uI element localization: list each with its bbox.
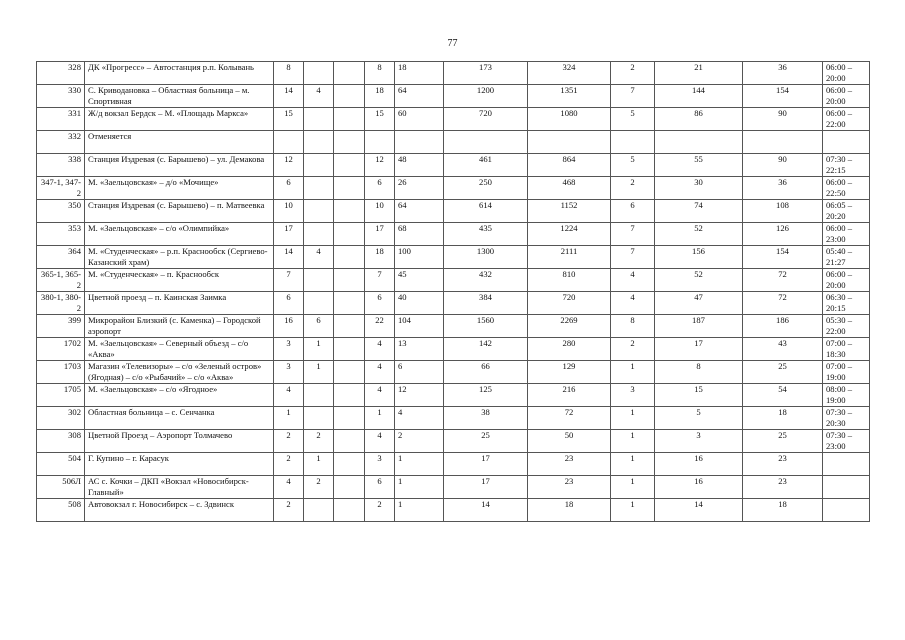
cell-route-number: 506Л (37, 476, 85, 499)
table-row (37, 361, 870, 384)
cell-trips-count: 64 (395, 85, 444, 108)
cell-operating-hours: 06:00 – 20:00 (823, 85, 870, 108)
cell-buses-class-b: 2 (304, 476, 334, 499)
cell-route-name: М. «Заельцовская» – Северный объезд – с/о «Аква» (85, 338, 274, 361)
cell-buses-total: 6 (365, 292, 395, 315)
cell-route-name: Г. Купино – г. Карасук (85, 453, 274, 476)
cell-col-value-8: 23 (528, 476, 611, 499)
cell-buses-total: 6 (365, 177, 395, 200)
cell-col-value-8: 1080 (528, 108, 611, 131)
cell-buses-class-a: 1 (274, 407, 304, 430)
cell-buses-class-b (304, 200, 334, 223)
cell-trips-count: 6 (395, 361, 444, 384)
cell-buses-class-a: 2 (274, 453, 304, 476)
cell-buses-class-b: 4 (304, 85, 334, 108)
cell-buses-class-c (334, 269, 365, 292)
cell-buses-class-c (334, 476, 365, 499)
cell-col-value-7: 142 (444, 338, 528, 361)
cell-col-value-9 (611, 131, 655, 154)
cell-buses-total: 1 (365, 407, 395, 430)
cell-buses-class-c (334, 200, 365, 223)
cell-col-value-11: 54 (743, 384, 823, 407)
cell-trips-count: 104 (395, 315, 444, 338)
cell-route-number: 1703 (37, 361, 85, 384)
cell-col-value-10: 52 (655, 269, 743, 292)
cell-col-value-11: 72 (743, 292, 823, 315)
cell-buses-class-a: 6 (274, 292, 304, 315)
cell-buses-class-b: 2 (304, 430, 334, 453)
cell-col-value-7: 14 (444, 499, 528, 522)
cell-route-number: 328 (37, 62, 85, 85)
cell-trips-count: 1 (395, 453, 444, 476)
cell-col-value-7: 435 (444, 223, 528, 246)
cell-operating-hours (823, 453, 870, 476)
cell-buses-class-a: 7 (274, 269, 304, 292)
cell-col-value-9: 1 (611, 453, 655, 476)
cell-col-value-9: 7 (611, 223, 655, 246)
cell-route-name: Станция Издревая (с. Барышево) – п. Матвеевка (85, 200, 274, 223)
cell-col-value-8: 2111 (528, 246, 611, 269)
cell-operating-hours: 07:00 – 18:30 (823, 338, 870, 361)
cell-route-name: Ж/д вокзал Бердск – М. «Площадь Маркса» (85, 108, 274, 131)
cell-operating-hours: 05:30 – 22:00 (823, 315, 870, 338)
cell-route-name: М. «Заельцовская» – с/о «Олимпийка» (85, 223, 274, 246)
cell-buses-class-a: 17 (274, 223, 304, 246)
cell-route-number: 330 (37, 85, 85, 108)
cell-col-value-11: 18 (743, 499, 823, 522)
cell-buses-class-c (334, 85, 365, 108)
cell-col-value-11: 36 (743, 177, 823, 200)
cell-buses-class-a: 4 (274, 476, 304, 499)
cell-trips-count: 26 (395, 177, 444, 200)
cell-col-value-9: 2 (611, 62, 655, 85)
cell-col-value-8: 23 (528, 453, 611, 476)
cell-buses-total: 8 (365, 62, 395, 85)
table-row (37, 384, 870, 407)
cell-buses-class-b (304, 407, 334, 430)
cell-buses-total (365, 131, 395, 154)
cell-buses-class-a: 6 (274, 177, 304, 200)
cell-buses-class-c (334, 407, 365, 430)
cell-col-value-10: 3 (655, 430, 743, 453)
cell-trips-count: 100 (395, 246, 444, 269)
cell-buses-class-c (334, 361, 365, 384)
cell-buses-class-a: 3 (274, 361, 304, 384)
cell-col-value-11: 154 (743, 246, 823, 269)
cell-trips-count: 1 (395, 499, 444, 522)
cell-buses-class-b (304, 223, 334, 246)
cell-col-value-11 (743, 131, 823, 154)
cell-col-value-8: 810 (528, 269, 611, 292)
cell-route-number: 1702 (37, 338, 85, 361)
cell-col-value-8: 280 (528, 338, 611, 361)
cell-buses-class-c (334, 338, 365, 361)
cell-buses-total: 6 (365, 476, 395, 499)
cell-col-value-8: 468 (528, 177, 611, 200)
cell-col-value-11: 186 (743, 315, 823, 338)
cell-col-value-11: 36 (743, 62, 823, 85)
cell-operating-hours: 06:00 – 22:50 (823, 177, 870, 200)
cell-route-name: М. «Заельцовская» – д/о «Мочище» (85, 177, 274, 200)
cell-operating-hours: 06:00 – 22:00 (823, 108, 870, 131)
cell-buses-class-a: 3 (274, 338, 304, 361)
cell-trips-count: 18 (395, 62, 444, 85)
cell-col-value-9: 4 (611, 292, 655, 315)
cell-col-value-8: 216 (528, 384, 611, 407)
cell-operating-hours: 06:00 – 23:00 (823, 223, 870, 246)
cell-col-value-9: 1 (611, 499, 655, 522)
cell-col-value-7: 720 (444, 108, 528, 131)
cell-col-value-11: 154 (743, 85, 823, 108)
cell-col-value-11: 18 (743, 407, 823, 430)
cell-col-value-9: 7 (611, 246, 655, 269)
cell-col-value-7: 250 (444, 177, 528, 200)
cell-col-value-8: 72 (528, 407, 611, 430)
cell-buses-total: 12 (365, 154, 395, 177)
cell-col-value-10: 144 (655, 85, 743, 108)
cell-route-number: 338 (37, 154, 85, 177)
cell-col-value-9: 1 (611, 407, 655, 430)
cell-buses-class-b: 6 (304, 315, 334, 338)
table-row (37, 154, 870, 177)
cell-col-value-8: 324 (528, 62, 611, 85)
cell-trips-count: 12 (395, 384, 444, 407)
cell-route-name: С. Криводановка – Областная больница – м. Спортивная (85, 85, 274, 108)
cell-operating-hours: 06:00 – 20:00 (823, 269, 870, 292)
cell-col-value-8: 50 (528, 430, 611, 453)
cell-trips-count: 64 (395, 200, 444, 223)
table-row (37, 223, 870, 246)
cell-buses-class-b (304, 154, 334, 177)
cell-operating-hours: 07:00 – 19:00 (823, 361, 870, 384)
cell-buses-class-c (334, 177, 365, 200)
cell-operating-hours (823, 476, 870, 499)
cell-buses-class-c (334, 131, 365, 154)
cell-operating-hours: 08:00 – 19:00 (823, 384, 870, 407)
cell-operating-hours (823, 131, 870, 154)
cell-col-value-11: 90 (743, 154, 823, 177)
cell-route-name: М. «Заельцовская» – с/о «Ягодное» (85, 384, 274, 407)
cell-col-value-10: 16 (655, 453, 743, 476)
cell-buses-class-c (334, 430, 365, 453)
cell-buses-class-a: 8 (274, 62, 304, 85)
cell-trips-count: 40 (395, 292, 444, 315)
cell-route-number: 353 (37, 223, 85, 246)
cell-buses-class-a: 16 (274, 315, 304, 338)
cell-buses-class-a: 2 (274, 499, 304, 522)
table-row (37, 108, 870, 131)
cell-col-value-8: 18 (528, 499, 611, 522)
cell-buses-class-a: 14 (274, 85, 304, 108)
cell-route-number: 508 (37, 499, 85, 522)
cell-col-value-9: 1 (611, 476, 655, 499)
cell-col-value-9: 8 (611, 315, 655, 338)
cell-operating-hours: 07:30 – 23:00 (823, 430, 870, 453)
cell-col-value-10: 74 (655, 200, 743, 223)
cell-route-number: 380-1, 380-2 (37, 292, 85, 315)
table-row (37, 246, 870, 269)
cell-buses-class-a: 15 (274, 108, 304, 131)
cell-buses-class-a: 14 (274, 246, 304, 269)
cell-buses-total: 15 (365, 108, 395, 131)
cell-col-value-7: 1200 (444, 85, 528, 108)
cell-col-value-10: 55 (655, 154, 743, 177)
cell-buses-class-c (334, 499, 365, 522)
cell-col-value-11: 108 (743, 200, 823, 223)
cell-col-value-7: 66 (444, 361, 528, 384)
cell-col-value-11: 23 (743, 476, 823, 499)
cell-col-value-10: 17 (655, 338, 743, 361)
cell-buses-class-b (304, 108, 334, 131)
cell-route-name: Областная больница – с. Сенчанка (85, 407, 274, 430)
cell-buses-total: 3 (365, 453, 395, 476)
cell-buses-class-b (304, 131, 334, 154)
cell-col-value-10: 156 (655, 246, 743, 269)
cell-buses-class-a (274, 131, 304, 154)
cell-route-number: 308 (37, 430, 85, 453)
cell-col-value-8 (528, 131, 611, 154)
cell-col-value-9: 6 (611, 200, 655, 223)
cell-col-value-9: 2 (611, 338, 655, 361)
cell-col-value-7: 38 (444, 407, 528, 430)
cell-operating-hours: 07:30 – 22:15 (823, 154, 870, 177)
cell-route-number: 365-1, 365-2 (37, 269, 85, 292)
cell-operating-hours (823, 499, 870, 522)
cell-route-number: 331 (37, 108, 85, 131)
table-row (37, 292, 870, 315)
cell-col-value-11: 90 (743, 108, 823, 131)
cell-trips-count: 1 (395, 476, 444, 499)
cell-buses-total: 18 (365, 85, 395, 108)
cell-col-value-11: 43 (743, 338, 823, 361)
cell-col-value-9: 5 (611, 154, 655, 177)
cell-buses-class-b (304, 499, 334, 522)
cell-col-value-7: 125 (444, 384, 528, 407)
table-row (37, 407, 870, 430)
cell-col-value-9: 4 (611, 269, 655, 292)
cell-operating-hours: 07:30 – 20:30 (823, 407, 870, 430)
cell-operating-hours: 06:30 – 20:15 (823, 292, 870, 315)
cell-col-value-10 (655, 131, 743, 154)
table-row (37, 177, 870, 200)
routes-table (36, 61, 870, 522)
cell-route-number: 364 (37, 246, 85, 269)
cell-buses-class-c (334, 384, 365, 407)
cell-buses-class-a: 4 (274, 384, 304, 407)
cell-col-value-10: 187 (655, 315, 743, 338)
cell-route-name: Автовокзал г. Новосибирск – с. Здвинск (85, 499, 274, 522)
cell-trips-count: 45 (395, 269, 444, 292)
cell-col-value-10: 14 (655, 499, 743, 522)
cell-route-number: 347-1, 347-2 (37, 177, 85, 200)
cell-buses-class-c (334, 62, 365, 85)
cell-col-value-11: 25 (743, 361, 823, 384)
cell-route-name: Магазин «Телевизоры» – с/о «Зеленый остров» (Ягодная) – с/о «Рыбачий» – с/о «Аква» (85, 361, 274, 384)
table-row (37, 315, 870, 338)
table-row (37, 85, 870, 108)
cell-col-value-8: 129 (528, 361, 611, 384)
cell-buses-class-c (334, 315, 365, 338)
cell-route-number: 350 (37, 200, 85, 223)
cell-buses-class-b (304, 292, 334, 315)
cell-route-name: М. «Студенческая» – п. Краснообск (85, 269, 274, 292)
cell-col-value-7: 1300 (444, 246, 528, 269)
cell-route-number: 399 (37, 315, 85, 338)
cell-buses-class-b (304, 177, 334, 200)
cell-col-value-7: 1560 (444, 315, 528, 338)
table-row (37, 476, 870, 499)
cell-buses-class-c (334, 292, 365, 315)
table-row (37, 200, 870, 223)
cell-col-value-8: 1351 (528, 85, 611, 108)
cell-operating-hours: 06:05 – 20:20 (823, 200, 870, 223)
page-number: 77 (447, 38, 458, 49)
cell-col-value-8: 1224 (528, 223, 611, 246)
cell-buses-class-b: 1 (304, 338, 334, 361)
cell-col-value-10: 47 (655, 292, 743, 315)
cell-buses-class-b (304, 384, 334, 407)
cell-buses-total: 17 (365, 223, 395, 246)
table-row (37, 338, 870, 361)
cell-col-value-10: 8 (655, 361, 743, 384)
cell-buses-total: 10 (365, 200, 395, 223)
cell-col-value-8: 720 (528, 292, 611, 315)
cell-buses-class-b: 1 (304, 453, 334, 476)
cell-buses-class-a: 10 (274, 200, 304, 223)
cell-col-value-8: 864 (528, 154, 611, 177)
cell-route-name: Цветной Проезд – Аэропорт Толмачево (85, 430, 274, 453)
cell-route-number: 332 (37, 131, 85, 154)
cell-buses-total: 4 (365, 430, 395, 453)
cell-col-value-7: 17 (444, 476, 528, 499)
cell-col-value-7: 461 (444, 154, 528, 177)
cell-col-value-10: 5 (655, 407, 743, 430)
cell-col-value-11: 72 (743, 269, 823, 292)
cell-col-value-9: 5 (611, 108, 655, 131)
cell-buses-total: 7 (365, 269, 395, 292)
cell-buses-total: 4 (365, 338, 395, 361)
table-row (37, 62, 870, 85)
cell-buses-class-b: 1 (304, 361, 334, 384)
cell-buses-total: 2 (365, 499, 395, 522)
cell-buses-class-c (334, 223, 365, 246)
cell-route-number: 504 (37, 453, 85, 476)
cell-trips-count (395, 131, 444, 154)
table-row (37, 269, 870, 292)
cell-route-name: АС с. Кочки – ДКП «Вокзал «Новосибирск-Главный» (85, 476, 274, 499)
cell-col-value-9: 3 (611, 384, 655, 407)
cell-buses-class-c (334, 453, 365, 476)
cell-col-value-7: 25 (444, 430, 528, 453)
cell-buses-class-b (304, 62, 334, 85)
cell-trips-count: 13 (395, 338, 444, 361)
cell-trips-count: 4 (395, 407, 444, 430)
cell-trips-count: 60 (395, 108, 444, 131)
cell-buses-class-c (334, 154, 365, 177)
cell-col-value-7: 614 (444, 200, 528, 223)
cell-col-value-7: 173 (444, 62, 528, 85)
cell-col-value-9: 1 (611, 361, 655, 384)
cell-buses-class-c (334, 246, 365, 269)
cell-operating-hours: 05:40 – 21:27 (823, 246, 870, 269)
cell-buses-total: 4 (365, 361, 395, 384)
cell-trips-count: 2 (395, 430, 444, 453)
cell-buses-total: 22 (365, 315, 395, 338)
cell-route-name: Отменяется (85, 131, 274, 154)
cell-trips-count: 48 (395, 154, 444, 177)
cell-buses-total: 4 (365, 384, 395, 407)
cell-buses-class-c (334, 108, 365, 131)
cell-col-value-10: 52 (655, 223, 743, 246)
cell-route-name: Микрорайон Близкий (с. Каменка) – Городской аэропорт (85, 315, 274, 338)
cell-col-value-11: 126 (743, 223, 823, 246)
cell-col-value-7: 384 (444, 292, 528, 315)
cell-operating-hours: 06:00 – 20:00 (823, 62, 870, 85)
table-row (37, 499, 870, 522)
cell-col-value-9: 7 (611, 85, 655, 108)
cell-buses-class-b: 4 (304, 246, 334, 269)
cell-col-value-10: 30 (655, 177, 743, 200)
table-row (37, 430, 870, 453)
table-row (37, 131, 870, 154)
cell-col-value-9: 1 (611, 430, 655, 453)
cell-col-value-7 (444, 131, 528, 154)
cell-route-number: 1705 (37, 384, 85, 407)
table-row (37, 453, 870, 476)
cell-route-name: Станция Издревая (с. Барышево) – ул. Демакова (85, 154, 274, 177)
cell-route-name: ДК «Прогресс» – Автостанция р.п. Колывань (85, 62, 274, 85)
cell-trips-count: 68 (395, 223, 444, 246)
cell-col-value-10: 21 (655, 62, 743, 85)
cell-buses-class-a: 2 (274, 430, 304, 453)
cell-col-value-9: 2 (611, 177, 655, 200)
cell-col-value-10: 16 (655, 476, 743, 499)
cell-col-value-10: 15 (655, 384, 743, 407)
cell-buses-class-a: 12 (274, 154, 304, 177)
cell-route-name: М. «Студенческая» – р.п. Краснообск (Сергиево-Казанский храм) (85, 246, 274, 269)
cell-route-name: Цветной проезд – п. Каинская Заимка (85, 292, 274, 315)
cell-col-value-8: 2269 (528, 315, 611, 338)
cell-buses-total: 18 (365, 246, 395, 269)
cell-buses-class-b (304, 269, 334, 292)
cell-col-value-8: 1152 (528, 200, 611, 223)
cell-col-value-7: 17 (444, 453, 528, 476)
cell-route-number: 302 (37, 407, 85, 430)
cell-col-value-10: 86 (655, 108, 743, 131)
cell-col-value-11: 23 (743, 453, 823, 476)
cell-col-value-11: 25 (743, 430, 823, 453)
cell-col-value-7: 432 (444, 269, 528, 292)
